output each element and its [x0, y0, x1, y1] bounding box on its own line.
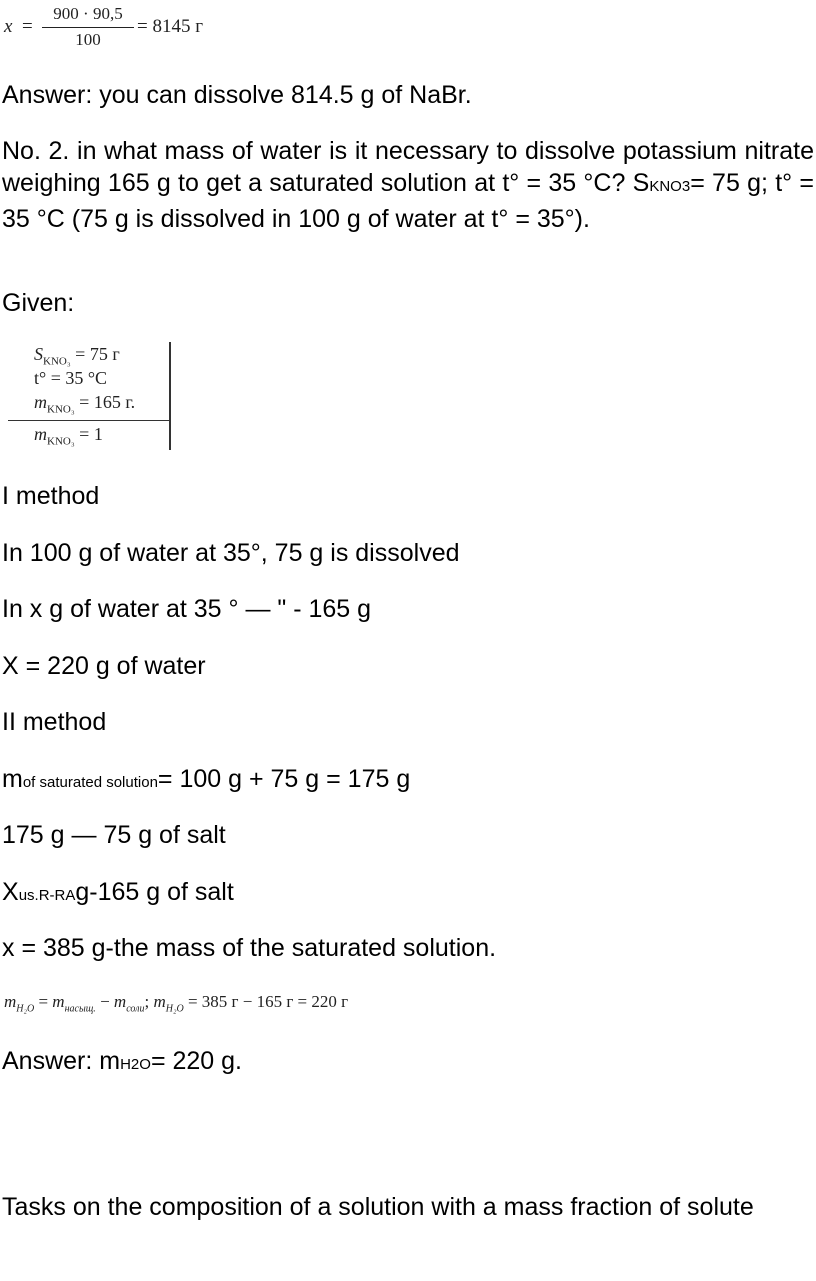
fraction-bar — [42, 27, 134, 28]
formula-denominator: 100 — [75, 30, 101, 49]
section-heading: Tasks on the composition of a solution with a mass fraction of solute — [2, 1193, 754, 1221]
method-2-line-4: x = 385 g-the mass of the saturated solution. — [2, 934, 497, 962]
method-2-title: II method — [2, 708, 107, 736]
formula-result: = 8145 г — [137, 16, 204, 37]
method-1-line-1: In 100 g of water at 35°, 75 g is dissolved — [2, 539, 460, 567]
solubility-subscript: KNO3 — [649, 178, 691, 195]
solubility-symbol: S — [632, 169, 650, 197]
problem-2-text: No. 2. in what mass of water is it necessary to dissolve potassium nitrate weighing 165 g to get a saturated solution at t° = 35 °C? — [2, 137, 814, 197]
formula-equals: = — [22, 16, 33, 37]
method-1-line-2: In x g of water at 35 ° — " - 165 g — [2, 595, 372, 623]
method-1-title: I method — [2, 482, 100, 510]
problem-2-statement — [2, 135, 814, 235]
method-2-line-1: mof saturated solution= 100 g + 75 g = 175 g — [2, 765, 411, 793]
formula-variable: x — [4, 16, 13, 37]
given-divider — [8, 420, 170, 421]
given-label: Given: — [2, 289, 75, 317]
answer-1: Answer: you can dissolve 814.5 g of NaBr. — [2, 81, 472, 109]
given-row-solubility: $S_{KNO_3} = 75$ г — [34, 344, 120, 368]
given-vertical-rule — [169, 342, 171, 450]
given-row-temperature: t° = 35 °C — [34, 368, 108, 388]
formula-water-mass: $m_{H_2O} = m_{насыщ.} - m_{соли}$; $m_{H_2O} = 385$ г − 165 г = 220 г — [4, 992, 349, 1015]
answer-2: Answer: mH2O= 220 g. — [2, 1047, 242, 1075]
given-row-find: $m_{KNO_3} = 1$ — [34, 424, 103, 448]
given-data-box — [6, 340, 174, 452]
method-2-line-3: Xus.R-RAg-165 g of salt — [2, 878, 234, 906]
formula-mass-calculation — [4, 4, 214, 52]
solubility-rest: = 75 g; t° = 35 °C (75 g is dissolved in 100 g of water at t° = 35°). — [2, 169, 815, 233]
given-row-mass: $m_{KNO_3} = 165$ г. — [34, 392, 136, 416]
method-2-line-2: 175 g — 75 g of salt — [2, 821, 226, 849]
method-1-line-3: X = 220 g of water — [2, 652, 206, 680]
formula-numerator: 900 · 90,5 — [53, 4, 123, 23]
